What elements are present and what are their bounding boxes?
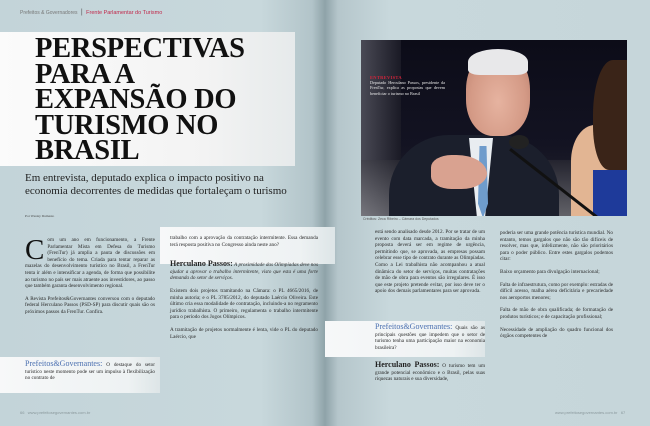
intro-paragraph — [25, 234, 155, 290]
left-folio — [20, 410, 90, 415]
photo-person-right-dress — [593, 170, 627, 216]
question-text: O destaque do setor turístico neste momento pode ser um impulso à flexibilização no contrato de — [25, 362, 155, 382]
photo-hair — [468, 49, 528, 75]
question-label: Prefeitos&Governantes: — [375, 322, 453, 331]
answer-text: O turismo tem um grande potencial econômico e o Brasil, pelas suas riquezas naturais e sua diversidade, — [375, 363, 485, 383]
column-2 — [170, 235, 318, 346]
question-text: Quais são as principais questões que impedem que o setor de turismo tenha uma participação maior na economia brasileira? — [375, 325, 485, 351]
answer-2 — [375, 362, 485, 389]
right-folio — [555, 410, 625, 415]
caption-kicker: ENTREVISTA — [370, 75, 402, 80]
title-line: EXPANSÃO DO — [35, 84, 237, 115]
answer-label: Herculano Passos: — [375, 360, 440, 369]
column-1 — [25, 234, 155, 322]
title-line: BRASIL — [35, 135, 140, 166]
title-line: TURISMO NO — [35, 109, 219, 141]
caption-text: Deputado Herculano Passos, presidente da FrenTur, explica as propostas que devem beneficiar o turismo no Brasil — [370, 80, 445, 96]
paragraph: está sendo analisado desde 2012. Por se tratar de um evento com data marcada, a tramitação da minha proposta deverá ser em regime de urgência, permitindo que, se aprovada, as empresas possam celebrar esse tipo de contrato durante as Olimpíadas. Como a Lei trabalhista não acompanhou a atual dinâmica do setor de serviços, muitas contratações de mão de obra para eventos são irregulares. É isso que este projeto pretende evitar, por isso deve ter o apoio dos demais parlamentares para ser aprovada. — [375, 229, 485, 295]
footer-url: www.prefeitosegovernantes.com.br — [27, 410, 91, 415]
article-title — [35, 33, 295, 166]
header-separator: | — [80, 9, 83, 16]
page-number: 66 — [20, 410, 25, 415]
paragraph: A tramitação de projetos normalmente é lenta, vide o PL do deputado Laércio, que — [170, 326, 318, 340]
question-1 — [25, 361, 155, 388]
paragraph: poderia ser uma grande potência turística mundial. No entanto, temos gargalos que não são tão difíceis de resolver, mas que, infelizmente, não são prioritários para o poder público. Entre estes gargalos podemos citar: — [500, 230, 613, 263]
paragraph: Existem dois projetos tramitando na Câmara: o PL 4665/2016, de minha autoria; e o PL 3785/2012, do deputado Laércio Oliveira. Este último cria essa modalidade de contratação, incluindo-a no regramento jurídico trabalhista. O primeiro, regulamenta o trabalho intermitente para o período dos Jogos Olímpicos. — [170, 287, 318, 321]
paragraph-text: om um ano em funcionamento, a Frente Parlamentar Mista em Defesa do Turismo (FrenTur) já amplia a pauta de discussões em benefício do tema. Criada para tentar reparar as mazelas do desenvolvimento turístico no Brasil, a FrenTur tenta ir além e intensificar a agenda, de forma que possibilite ao turismo no país ser mais atraente aos investidores, ao passo que também garanta desenvolvimento regional. — [25, 237, 155, 290]
title-line: PERSPECTIVAS — [35, 33, 245, 64]
subsection-label: Frente Parlamentar do Turismo — [86, 10, 163, 16]
question-2 — [375, 324, 485, 357]
photo-person-right-hair — [593, 60, 627, 170]
paragraph: A Revista Prefeitos&Governantes conversou com o deputado federal Herculano Passos (PSD-SP) para discutir quais são os próximos passos da FrenTur. Confira. — [25, 295, 155, 315]
answer-text: A proximidade das Olimpíadas deve nos ajudar a aprovar o trabalho intermitente, visto que esta é uma forte demanda do setor de serviços. — [170, 262, 318, 282]
bullet-item: Falta de mão de obra qualificada; de formatação de produtos turísticos; e de capacitação profissional; — [500, 307, 613, 320]
microphone-icon — [509, 135, 529, 149]
bullet-item: Necessidade de ampliação do quadro funcional dos órgãos competentes de — [500, 326, 613, 340]
bullet-item: Falta de infraestrutura, como por exemplo: estradas de difícil acesso, malha aérea deficitária e precariedade nos aeroportos menores; — [500, 281, 613, 301]
answer-label: Herculano Passos: — [170, 259, 233, 269]
photo-credit: Créditos: Zeca Ribeiro – Câmara dos Deputados — [363, 217, 439, 221]
drop-cap: C — [25, 234, 45, 266]
byline: Por Wesley Damasio — [25, 214, 55, 218]
bullet-item: Baixo orçamento para divulgação internacional; — [500, 268, 600, 275]
question-continuation: trabalho com a aprovação da contratação intermitente. Essa demanda terá resposta positiva no Congresso ainda neste ano? — [170, 235, 318, 248]
article-photo — [361, 40, 627, 216]
column-3 — [375, 229, 485, 301]
running-head — [20, 9, 162, 16]
photo-hand — [431, 155, 487, 189]
article-lede: Em entrevista, deputado explica o impacto positivo na economia decorrentes de medidas que fortaleçam o turismo — [25, 172, 287, 197]
section-label: Prefeitos & Governadores — [20, 10, 78, 16]
footer-url: www.prefeitosegovernantes.com.br — [555, 410, 618, 415]
question-label: Prefeitos&Governantes: — [25, 359, 103, 368]
page-number: 67 — [620, 410, 626, 415]
photo-caption — [370, 75, 445, 96]
column-4 — [500, 230, 613, 346]
title-line: PARA A — [35, 58, 135, 90]
